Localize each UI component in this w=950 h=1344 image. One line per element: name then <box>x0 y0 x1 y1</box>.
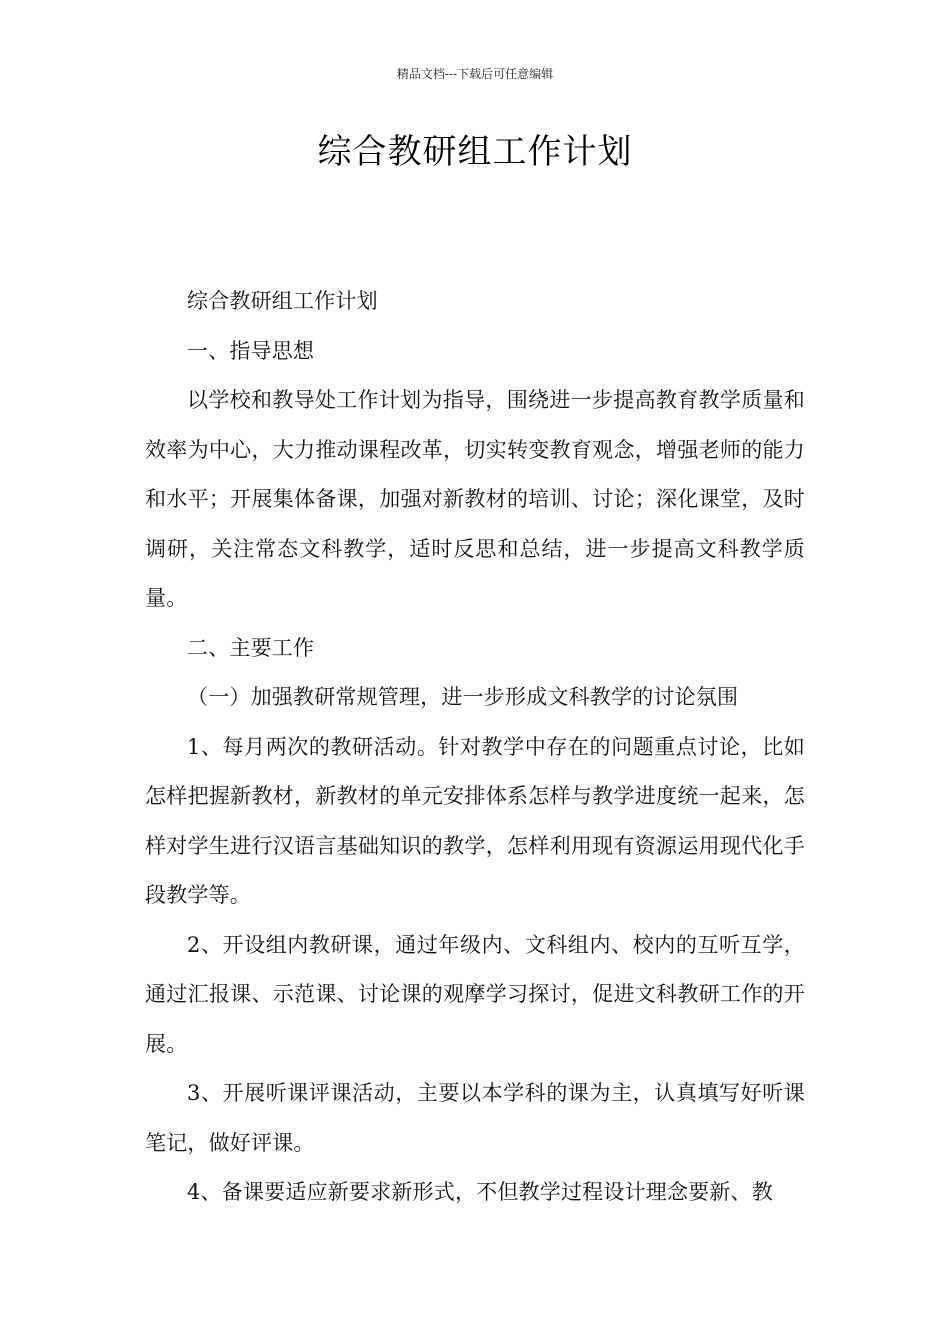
section-heading-main-work: 二、主要工作 <box>187 635 315 660</box>
section-heading-guiding-ideology: 一、指导思想 <box>187 338 315 363</box>
subsection-heading-teaching-research: （一）加强教研常规管理，进一步形成文科教学的讨论氛围 <box>187 685 739 709</box>
page-header: 精品文档---下载后可任意编辑 <box>396 67 554 81</box>
paragraph-subtitle: 综合教研组工作计划 <box>187 289 378 313</box>
paragraph-item-1: 1、每月两次的教研活动。针对教学中存在的问题重点讨论，比如怎样把握新教材，新教材的单元安排体系怎样与教学进度统一起来，怎样对学生进行汉语言基础知识的教学，怎样利用现有资源运用现代化手段教学等。 <box>145 734 805 907</box>
paragraph-guiding-ideology: 以学校和教导处工作计划为指导，围绕进一步提高教育教学质量和效率为中心，大力推动课程改革，切实转变教育观念，增强老师的能力和水平；开展集体备课，加强对新教材的培训、讨论；深化课堂，及时调研，关注常态文科教学，适时反思和总结，进一步提高文科教学质量。 <box>145 388 805 610</box>
document-body <box>145 277 805 1218</box>
paragraph-item-2: 2、开设组内教研课，通过年级内、文科组内、校内的互听互学，通过汇报课、示范课、讨论课的观摩学习探讨，促进文科教研工作的开展。 <box>145 932 805 1056</box>
paragraph-item-4: 4、备课要适应新要求新形式，不但教学过程设计理念要新、教 <box>187 1180 773 1204</box>
paragraph-item-3: 3、开展听课评课活动，主要以本学科的课为主，认真填写好听课笔记，做好评课。 <box>145 1081 805 1155</box>
document-title: 综合教研组工作计划 <box>317 132 633 172</box>
